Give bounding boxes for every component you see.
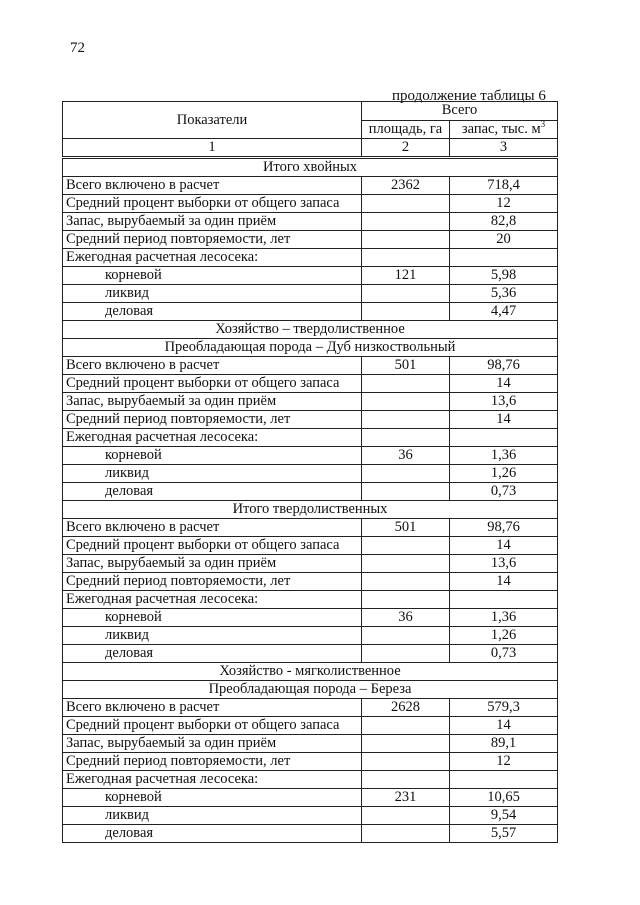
area-cell (362, 627, 450, 645)
row-label: ликвид (63, 285, 362, 303)
stock-cell: 14 (450, 717, 558, 735)
table-row (63, 195, 558, 213)
table-row (63, 825, 558, 843)
table-row (63, 267, 558, 285)
area-cell (362, 645, 450, 663)
row-label: Средний период повторяемости, лет (63, 231, 362, 249)
row-label: Средний процент выборки от общего запаса (63, 717, 362, 735)
table-row (63, 699, 558, 717)
section-title-row (63, 339, 558, 357)
header-stock (450, 120, 558, 139)
section-title: Хозяйство – твердолиственное (63, 321, 558, 339)
area-cell (362, 465, 450, 483)
stock-cell: 12 (450, 753, 558, 771)
table-continuation-label: продолжение таблицы 6 (392, 88, 546, 104)
area-cell (362, 573, 450, 591)
table-body (63, 158, 558, 843)
table-row (63, 771, 558, 789)
stock-cell: 0,73 (450, 645, 558, 663)
row-label: деловая (63, 825, 362, 843)
table-row (63, 285, 558, 303)
area-cell (362, 771, 450, 789)
stock-cell: 579,3 (450, 699, 558, 717)
table-row (63, 393, 558, 411)
stock-cell: 9,54 (450, 807, 558, 825)
row-label: корневой (63, 447, 362, 465)
area-cell: 231 (362, 789, 450, 807)
table-row (63, 375, 558, 393)
row-label: Средний период повторяемости, лет (63, 573, 362, 591)
row-label: корневой (63, 609, 362, 627)
header-indicators: Показатели (63, 102, 362, 139)
table-row (63, 357, 558, 375)
header-total: Всего (362, 102, 558, 121)
stock-cell: 13,6 (450, 393, 558, 411)
row-label: Запас, вырубаемый за один приём (63, 735, 362, 753)
section-title-row (63, 158, 558, 177)
area-cell (362, 753, 450, 771)
area-cell (362, 375, 450, 393)
table-row (63, 519, 558, 537)
row-label: Ежегодная расчетная лесосека: (63, 591, 362, 609)
area-cell (362, 411, 450, 429)
row-label: Всего включено в расчет (63, 519, 362, 537)
area-cell (362, 717, 450, 735)
area-cell (362, 537, 450, 555)
area-cell (362, 807, 450, 825)
stock-cell: 14 (450, 573, 558, 591)
row-label: Средний период повторяемости, лет (63, 753, 362, 771)
table-row (63, 249, 558, 267)
table-row (63, 645, 558, 663)
table-row (63, 591, 558, 609)
header-stock-superscript: 3 (540, 120, 546, 129)
stock-cell: 0,73 (450, 483, 558, 501)
row-label: Запас, вырубаемый за один приём (63, 213, 362, 231)
area-cell: 36 (362, 609, 450, 627)
area-cell (362, 195, 450, 213)
table-row (63, 627, 558, 645)
table-row (63, 429, 558, 447)
area-cell (362, 303, 450, 321)
stock-cell: 1,26 (450, 627, 558, 645)
stock-cell (450, 429, 558, 447)
row-label: Средний процент выборки от общего запаса (63, 537, 362, 555)
area-cell (362, 483, 450, 501)
table-row (63, 753, 558, 771)
row-label: ликвид (63, 627, 362, 645)
stock-cell: 5,57 (450, 825, 558, 843)
row-label: Запас, вырубаемый за один приём (63, 393, 362, 411)
row-label: Средний процент выборки от общего запаса (63, 195, 362, 213)
row-label: ликвид (63, 807, 362, 825)
stock-cell: 12 (450, 195, 558, 213)
area-cell (362, 213, 450, 231)
area-cell: 121 (362, 267, 450, 285)
table-row (63, 411, 558, 429)
stock-cell: 14 (450, 375, 558, 393)
stock-cell: 89,1 (450, 735, 558, 753)
stock-cell (450, 249, 558, 267)
table-row (63, 177, 558, 195)
area-cell (362, 429, 450, 447)
table-row (63, 465, 558, 483)
row-label: Средний процент выборки от общего запаса (63, 375, 362, 393)
header-area: площадь, га (362, 120, 450, 139)
table-row (63, 573, 558, 591)
stock-cell: 1,36 (450, 447, 558, 465)
area-cell (362, 735, 450, 753)
row-label: деловая (63, 483, 362, 501)
area-cell: 36 (362, 447, 450, 465)
row-label: Всего включено в расчет (63, 699, 362, 717)
area-cell: 501 (362, 519, 450, 537)
section-title: Хозяйство - мягколиственное (63, 663, 558, 681)
stock-cell: 5,98 (450, 267, 558, 285)
table-row (63, 483, 558, 501)
table-row (63, 807, 558, 825)
stock-cell: 98,76 (450, 519, 558, 537)
table-row (63, 735, 558, 753)
table-row (63, 213, 558, 231)
row-label: Ежегодная расчетная лесосека: (63, 249, 362, 267)
row-label: Всего включено в расчет (63, 177, 362, 195)
table-row (63, 537, 558, 555)
column-number-1: 1 (63, 139, 362, 158)
row-label: Всего включено в расчет (63, 357, 362, 375)
table-row (63, 789, 558, 807)
area-cell (362, 285, 450, 303)
section-title-row (63, 681, 558, 699)
row-label: Ежегодная расчетная лесосека: (63, 771, 362, 789)
column-number-3: 3 (450, 139, 558, 158)
area-cell: 2362 (362, 177, 450, 195)
area-cell (362, 231, 450, 249)
stock-cell: 1,36 (450, 609, 558, 627)
stock-cell: 82,8 (450, 213, 558, 231)
table-row (63, 303, 558, 321)
section-title: Итого хвойных (63, 158, 558, 177)
row-label: корневой (63, 267, 362, 285)
stock-cell: 5,36 (450, 285, 558, 303)
area-cell (362, 591, 450, 609)
stock-cell: 98,76 (450, 357, 558, 375)
row-label: деловая (63, 303, 362, 321)
row-label: Средний период повторяемости, лет (63, 411, 362, 429)
area-cell (362, 825, 450, 843)
stock-cell: 20 (450, 231, 558, 249)
column-number-2: 2 (362, 139, 450, 158)
header-stock-text: запас, тыс. м (461, 120, 541, 137)
table-row (63, 231, 558, 249)
row-label: деловая (63, 645, 362, 663)
stock-cell: 14 (450, 411, 558, 429)
row-label: Запас, вырубаемый за один приём (63, 555, 362, 573)
area-cell (362, 249, 450, 267)
section-title-row (63, 663, 558, 681)
section-title: Преобладающая порода – Дуб низкоствольный (63, 339, 558, 357)
stock-cell: 4,47 (450, 303, 558, 321)
stock-cell: 14 (450, 537, 558, 555)
area-cell: 2628 (362, 699, 450, 717)
area-cell: 501 (362, 357, 450, 375)
page-number: 72 (70, 40, 85, 56)
table-row (63, 609, 558, 627)
table-row (63, 447, 558, 465)
stock-cell: 13,6 (450, 555, 558, 573)
area-cell (362, 555, 450, 573)
stock-cell: 1,26 (450, 465, 558, 483)
table-row (63, 717, 558, 735)
row-label: корневой (63, 789, 362, 807)
section-title-row (63, 501, 558, 519)
section-title-row (63, 321, 558, 339)
stock-cell: 10,65 (450, 789, 558, 807)
row-label: ликвид (63, 465, 362, 483)
stock-cell (450, 591, 558, 609)
area-cell (362, 393, 450, 411)
stock-cell: 718,4 (450, 177, 558, 195)
section-title: Итого твердолиственных (63, 501, 558, 519)
allowable-cut-table (62, 101, 558, 843)
stock-cell (450, 771, 558, 789)
section-title: Преобладающая порода – Береза (63, 681, 558, 699)
row-label: Ежегодная расчетная лесосека: (63, 429, 362, 447)
table-row (63, 555, 558, 573)
